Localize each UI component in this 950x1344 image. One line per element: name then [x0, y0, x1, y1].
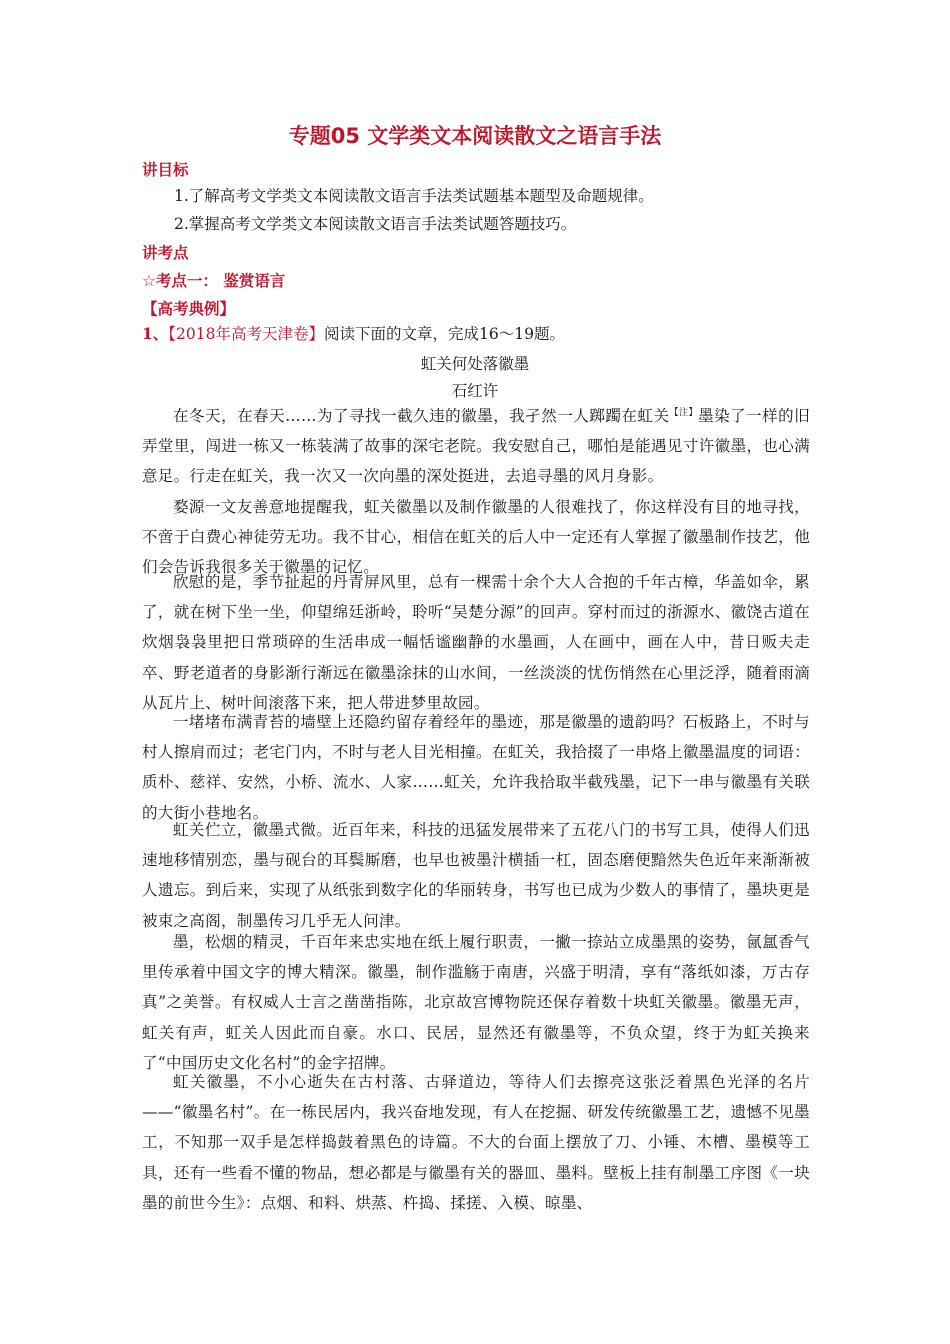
- article-paragraph-4: 一堵堵布满青苔的墙壁上还隐约留存着经年的墨迹，那是徽墨的遗韵吗？石板路上，不时与村人擦肩而过；老宅门内，不时与老人目光相撞。在虹关，我拾掇了一串烙上徽墨温度的词语：质朴、慈祥、安然，小桥、流水、人家……虹关，允许我拾取半截残墨，记下一串与徽墨有关联的大街小巷地名。: [142, 713, 810, 822]
- article-paragraph-6: 墨，松烟的精灵，千百年来忠实地在纸上履行职责，一撇一捺站立成墨黑的姿势，氤氲香气里传承着中国文字的博大精深。徽墨，制作滥觞于南唐，兴盛于明清，享有“落纸如漆，万古存真”之美誉。有权威人士言之凿凿指陈，北京故宫博物院还保存着数十块虹关徽墨。徽墨无声，虹关有声，虹关人因此而自豪。水口、民居，显然还有徽墨等，不负众望，终于为虹关换来了“中国历史文化名村”的金字招牌。: [142, 933, 810, 1072]
- article-paragraph-3: 欣慰的是，季节扯起的丹青屏风里，总有一棵需十余个大人合抱的千年古樟，华盖如伞，累了，就在树下坐一坐，仰望绵廷浙岭，聆听“吴楚分源”的回声。穿村而过的浙源水、徽饶古道在炊烟袅袅里把日常琐碎的生活串成一幅恬谧幽静的水墨画，人在画中，画在人中，昔日贩夫走卒、野老道者的身影渐行渐远在徽墨涂抹的山水间，一丝淡淡的忧伤悄然在心里泛浮，随着雨滴从瓦片上、树叶间滚落下来，把人带进梦里故园。: [142, 573, 810, 712]
- article-paragraph-2: 婺源一文友善意地提醒我，虹关徽墨以及制作徽墨的人很难找了，你这样没有目的地寻找，不啻于白费心神徒劳无功。我不甘心，相信在虹关的后人中一定还有人掌握了徽墨制作技艺，他们会告诉我很多关于徽墨的记忆。: [142, 498, 810, 577]
- article-title: 虹关何处落徽墨: [420, 355, 530, 373]
- article-paragraph-7: 虹关徽墨，不小心逝失在古村落、古驿道边，等待人们去擦亮这张泛着黑色光泽的名片——“徽墨名村”。在一栋民居内，我兴奋地发现，有人在挖掘、研发传统徽墨工艺，遗憾不见墨工，不知那一双手是怎样捣鼓着黑色的诗篇。不大的台面上摆放了刀、小锤、木槽、墨模等工具，还有一些看不懂的物品，想必都是与徽墨有关的器皿、墨料。壁板上挂有制墨工序图《一块墨的前世今生》：点烟、和料、烘蒸、杵捣、揉搓、入模、晾墨、: [142, 1073, 810, 1212]
- question-number: 1、: [142, 324, 169, 343]
- objective-2: 2.掌握高考文学类文本阅读散文语言手法类试题答题技巧。: [174, 215, 577, 233]
- paragraph-1-text-a: 在冬天，在春天……为了寻找一截久违的徽墨，我孑然一人踯躅在虹关: [173, 407, 670, 425]
- question-text: 阅读下面的文章，完成16～19题。: [324, 325, 565, 343]
- section-heading-kaodian: 讲考点: [142, 244, 189, 262]
- kaodian-heading: ☆考点一： 鉴赏语言: [142, 272, 286, 290]
- question-source: 【2018年高考天津卷】: [168, 325, 324, 343]
- objective-1: 1.了解高考文学类文本阅读散文语言手法类试题基本题型及命题规律。: [174, 187, 654, 205]
- page-title: 专题05 文学类文本阅读散文之语言手法: [288, 124, 662, 148]
- footnote-mark: 【注】: [669, 408, 699, 418]
- section-heading-objectives: 讲目标: [142, 161, 189, 179]
- dianli-heading: 【高考典例】: [142, 300, 236, 318]
- article-paragraph-1: [142, 401, 810, 492]
- question-line: [142, 324, 565, 344]
- paragraph-1-text-b: 墨染了一样的旧弄堂里，闯进一栋又一栋装满了故事的深宅老院。我安慰自己，哪怕是能遇见寸许徽墨，也心满意足。行走在虹关，我一次又一次向墨的深处挺进，去追寻墨的风月身影。: [142, 407, 810, 486]
- article-author: 石红许: [451, 382, 499, 400]
- article-paragraph-5: 虹关伫立，徽墨式微。近百年来，科技的迅猛发展带来了五花八门的书写工具，使得人们迅速地移情别恋，墨与砚台的耳鬓厮磨，也早也被墨汁横插一杠，固态磨便黯然失色近年来渐渐被人遗忘。到后来，实现了从纸张到数字化的华丽转身，书写也已成为少数人的事情了，墨块更是被束之高阁，制墨传习几乎无人问津。: [142, 821, 810, 930]
